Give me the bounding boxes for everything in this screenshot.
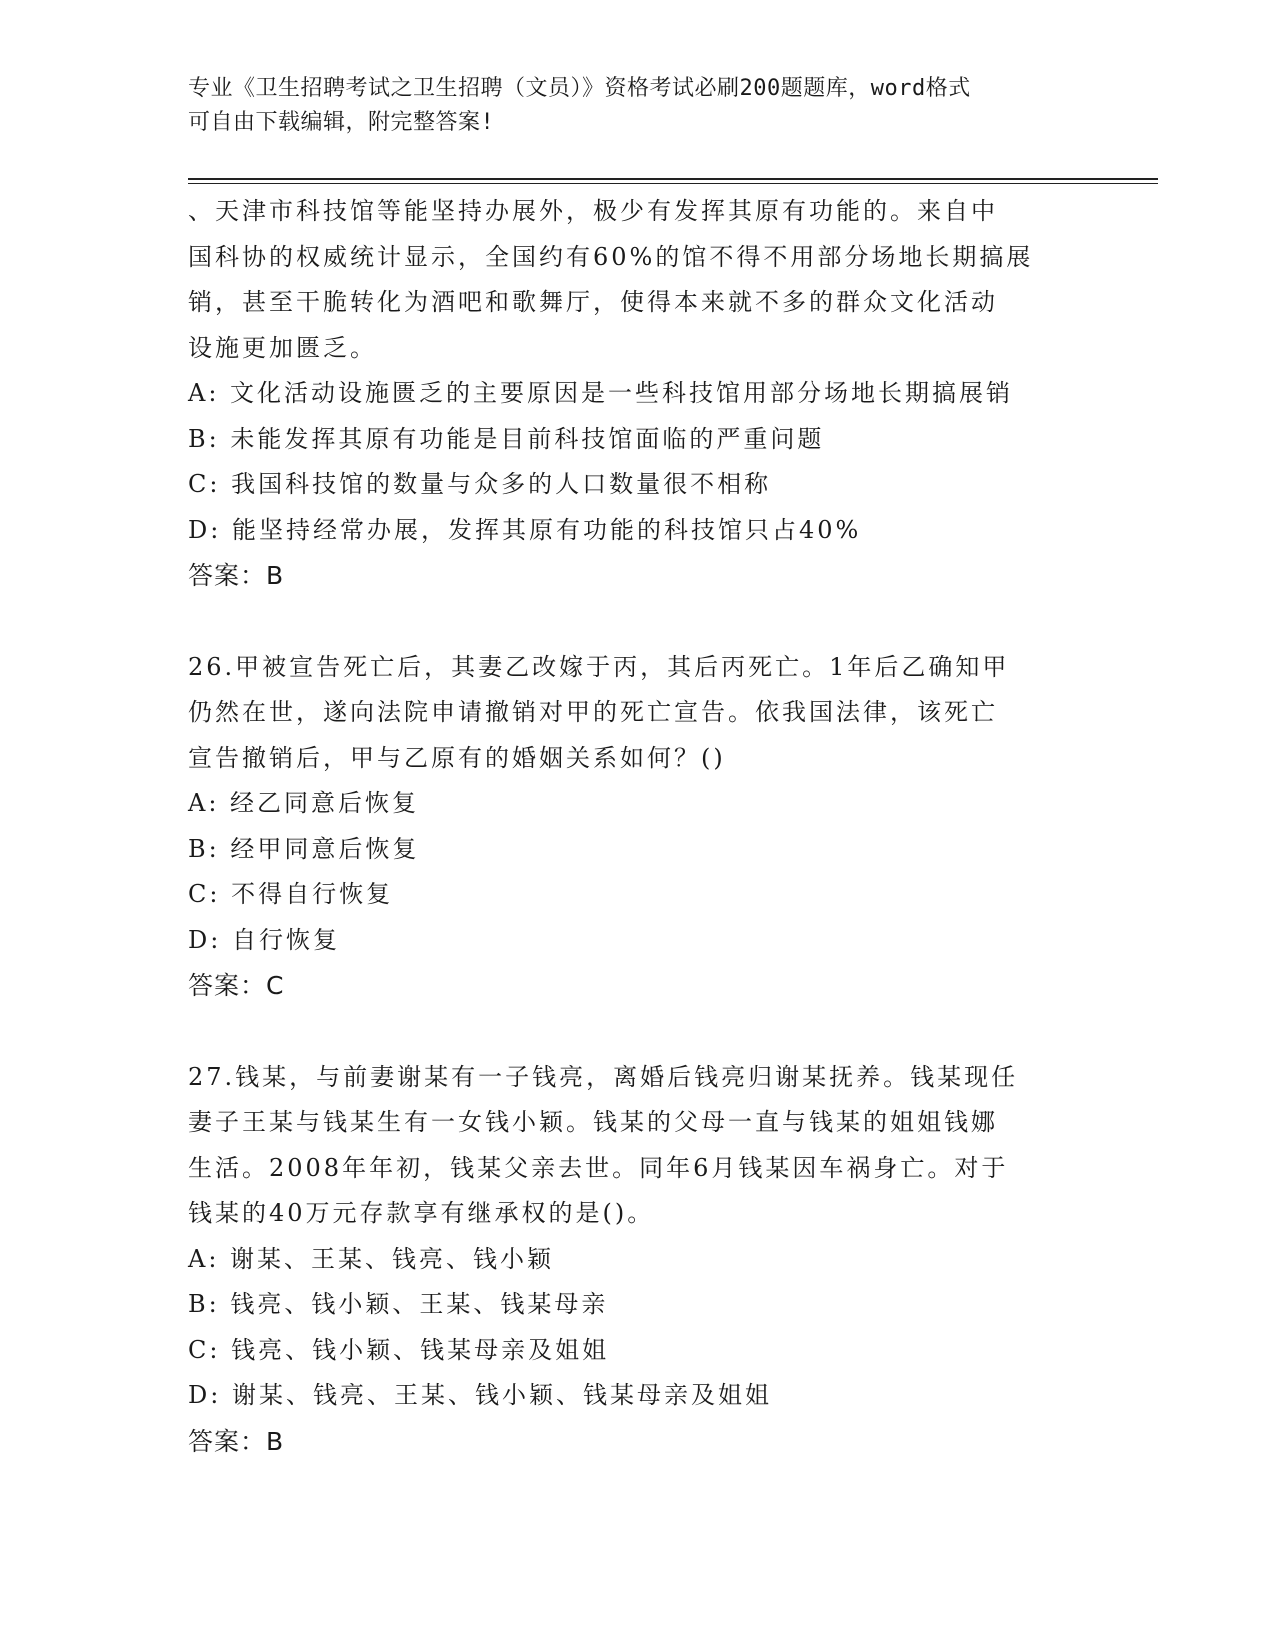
question-spacer xyxy=(188,1009,1088,1055)
option-a: A: 文化活动设施匮乏的主要原因是一些科技馆用部分场地长期搞展销 xyxy=(188,379,1014,407)
question-text-line: 钱某的40万元存款享有继承权的是()。 xyxy=(188,1199,655,1227)
option-b: B: 钱亮、钱小颖、王某、钱某母亲 xyxy=(188,1290,609,1318)
option-b: B: 经甲同意后恢复 xyxy=(188,834,420,863)
question-text-line: 宣告撤销后，甲与乙原有的婚姻关系如何？() xyxy=(188,743,726,772)
question-text-line: 妻子王某与钱某生有一女钱小颖。钱某的父母一直与钱某的姐姐钱娜 xyxy=(188,1108,998,1136)
question-27 xyxy=(188,1055,1088,1465)
option-b: B: 未能发挥其原有功能是目前科技馆面临的严重问题 xyxy=(188,424,825,453)
question-text-line: 国科协的权威统计显示，全国约有60%的馆不得不用部分场地长期搞展 xyxy=(188,242,1034,271)
option-a: A: 谢某、王某、钱亮、钱小颖 xyxy=(188,1244,555,1273)
question-text-line: 、天津市科技馆等能坚持办展外，极少有发挥其原有功能的。来自中 xyxy=(188,197,998,225)
question-text-line: 设施更加匮乏。 xyxy=(188,333,377,362)
option-d: D: 谢某、钱亮、王某、钱小颖、钱某母亲及姐姐 xyxy=(188,1381,772,1409)
question-text-line: 生活。2008年年初，钱某父亲去世。同年6月钱某因车祸身亡。对于 xyxy=(188,1153,1009,1182)
option-a: A: 经乙同意后恢复 xyxy=(188,789,420,817)
question-text-line: 仍然在世，遂向法院申请撤销对甲的死亡宣告。依我国法律，该死亡 xyxy=(188,698,998,726)
answer-line: 答案：B xyxy=(188,561,285,590)
document-header xyxy=(188,72,1088,140)
option-d: D: 自行恢复 xyxy=(188,925,340,954)
question-26 xyxy=(188,645,1088,1009)
option-c: C: 钱亮、钱小颖、钱某母亲及姐姐 xyxy=(188,1335,610,1364)
header-divider-thick xyxy=(188,178,1158,180)
option-d: D: 能坚持经常办展，发挥其原有功能的科技馆只占40% xyxy=(188,515,862,544)
header-line-2: 可自由下载编辑，附完整答案! xyxy=(188,110,495,135)
question-text-line: 销，甚至干脆转化为酒吧和歌舞厅，使得本来就不多的群众文化活动 xyxy=(188,288,998,316)
answer-line: 答案：B xyxy=(188,1426,285,1456)
question-25 xyxy=(188,189,1088,599)
question-spacer xyxy=(188,599,1088,645)
answer-line: 答案：C xyxy=(188,971,285,1000)
option-c: C: 我国科技馆的数量与众多的人口数量很不相称 xyxy=(188,470,772,498)
option-c: C: 不得自行恢复 xyxy=(188,880,394,908)
header-line-1: 专业《卫生招聘考试之卫生招聘（文员）》资格考试必刷200题题库，word格式 xyxy=(188,76,971,101)
question-text-line: 27.钱某，与前妻谢某有一子钱亮，离婚后钱亮归谢某抚养。钱某现任 xyxy=(188,1062,1019,1091)
document-body xyxy=(188,189,1088,1464)
header-divider-thin xyxy=(188,183,1158,184)
question-text-line: 26.甲被宣告死亡后，其妻乙改嫁于丙，其后丙死亡。1年后乙确知甲 xyxy=(188,652,1010,681)
